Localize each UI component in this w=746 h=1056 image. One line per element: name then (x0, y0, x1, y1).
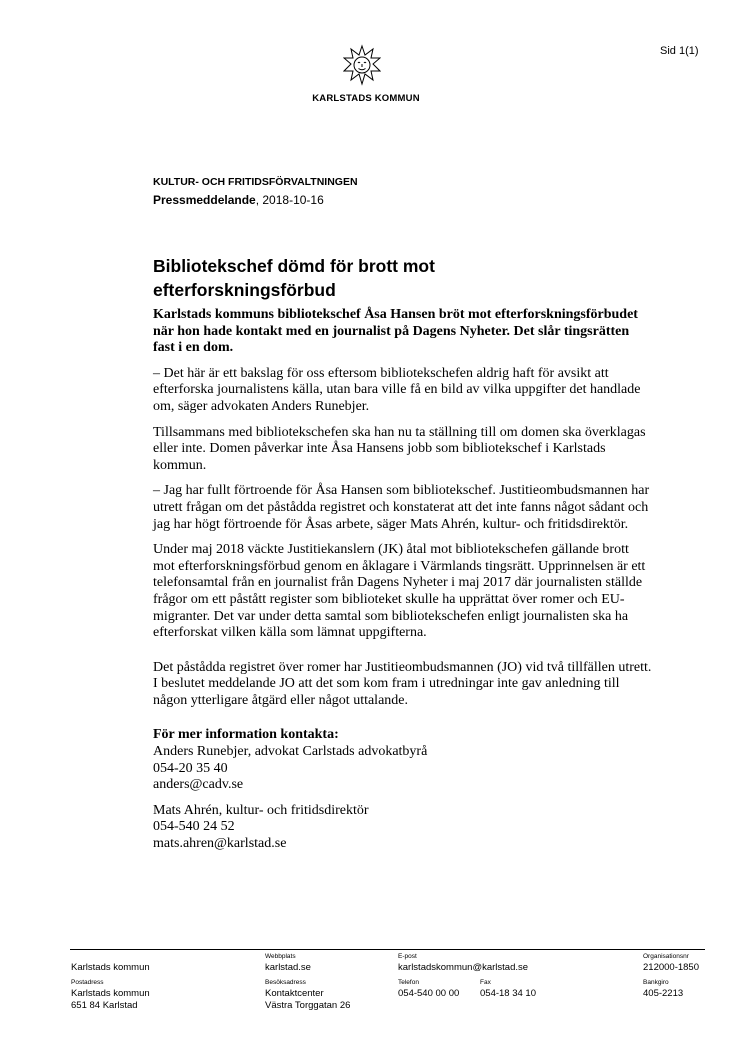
lead-paragraph: Karlstads kommuns bibliotekschef Åsa Hansen bröt mot efterforskningsförbudet när hon hade kontakt med en journalist på Dagens Nyheter. Det slår tingsrätten fast i en dom. (153, 307, 638, 356)
footer-email[interactable]: karlstadskommun@karlstad.se (398, 962, 529, 973)
footer-divider (70, 949, 705, 950)
headline-line-1: Bibliotekschef dömd för brott mot (153, 256, 435, 276)
contact-heading: För mer information kontakta: (153, 727, 339, 743)
footer-orgnr: 212000-1850 (643, 962, 699, 973)
footer-visit-label: Besöksadress (265, 979, 306, 986)
logo-wordmark: KARLSTADS KOMMUN (312, 93, 420, 104)
contact-email[interactable]: mats.ahren@karlstad.se (153, 836, 287, 852)
footer-visit-line-2: Västra Torggatan 26 (265, 1000, 351, 1011)
footer-phone: 054-540 00 00 (398, 988, 460, 999)
headline-line-2: efterforskningsförbud (153, 280, 336, 300)
body-paragraph: Det påstådda registret över romer har Justitieombudsmannen (JO) vid två tillfällen utrett. I beslutet meddelande JO att det som kom fram i utredningar inte gav anledning till någon ytterligare åtgärd eller något uttalande. (153, 659, 652, 708)
footer-post-line-2: 651 84 Karlstad (71, 1000, 138, 1011)
footer-post-label: Postadress (71, 979, 104, 986)
footer-bankgiro: 405-2213 (643, 988, 684, 999)
contact-email[interactable]: anders@cadv.se (153, 777, 244, 793)
footer-email-label: E-post (398, 953, 417, 960)
footer-web-label: Webbplats (265, 953, 296, 960)
footer-web[interactable]: karlstad.se (265, 962, 311, 973)
footer-org-name: Karlstads kommun (71, 962, 150, 973)
document-type: Pressmeddelande (153, 193, 256, 207)
footer-fax: 054-18 34 10 (480, 988, 536, 999)
page-number: Sid 1(1) (660, 45, 699, 57)
body-paragraph: Tillsammans med bibliotekschefen ska han nu ta ställning till om domen ska överklagas eller inte. Domen påverkar inte Åsa Hansens jobb som bibliotekschef i Karlstads kommun. (153, 424, 646, 473)
document-date: , 2018-10-16 (255, 193, 324, 207)
document-type-line (153, 193, 324, 207)
sun-logo-icon (343, 44, 381, 88)
body-paragraph: Under maj 2018 väckte Justitiekanslern (JK) åtal mot bibliotekschefen gällande brott mot efterforskningsförbud genom en åklagare i Värmlands tingsrätt. Upprinnelsen är ett telefonsamtal från en journalist från Dagens Nyheter i maj 2017 där journalisten ställde frågor om ett påstått register som biblioteket skulle ha upprättat över romer och EU-migranter. Det var under detta samtal som bibliotekschefen enligt journalisten ska ha efterforskat vilken källa som lämnat uppgifterna. (153, 542, 646, 641)
contact-phone: 054-20 35 40 (153, 760, 228, 776)
contact-phone: 054-540 24 52 (153, 819, 235, 835)
contact-name: Anders Runebjer, advokat Carlstads advokatbyrå (153, 744, 428, 760)
contact-name: Mats Ahrén, kultur- och fritidsdirektör (153, 802, 369, 818)
contact-block (153, 727, 653, 793)
article-headline (153, 254, 593, 302)
body-paragraph: – Det här är ett bakslag för oss eftersom bibliotekschefen aldrig haft för avsikt att efterforska journalistens källa, utan bara ville få en bild av vilka uppgifter det handlade om, säger advokaten Anders Runebjer. (153, 365, 641, 414)
footer-post-line-1: Karlstads kommun (71, 988, 150, 999)
article-body (153, 307, 653, 862)
contact-block (153, 803, 653, 853)
footer-fax-label: Fax (480, 979, 491, 986)
footer-bankgiro-label: Bankgiro (643, 979, 669, 986)
footer-orgnr-label: Organisationsnr (643, 953, 689, 960)
footer-phone-label: Telefon (398, 979, 419, 986)
footer-visit-line-1: Kontaktcenter (265, 988, 324, 999)
body-paragraph: – Jag har fullt förtroende för Åsa Hansen som bibliotekschef. Justitieombudsmannen har utrett frågan om det påstådda registret och konstaterat att det inte fanns något sådant och jag har högt förtroende för Åsas arbete, säger Mats Ahrén, kultur- och fritidsdirektör. (153, 483, 650, 532)
department-name: KULTUR- OCH FRITIDSFÖRVALTNINGEN (153, 176, 358, 188)
